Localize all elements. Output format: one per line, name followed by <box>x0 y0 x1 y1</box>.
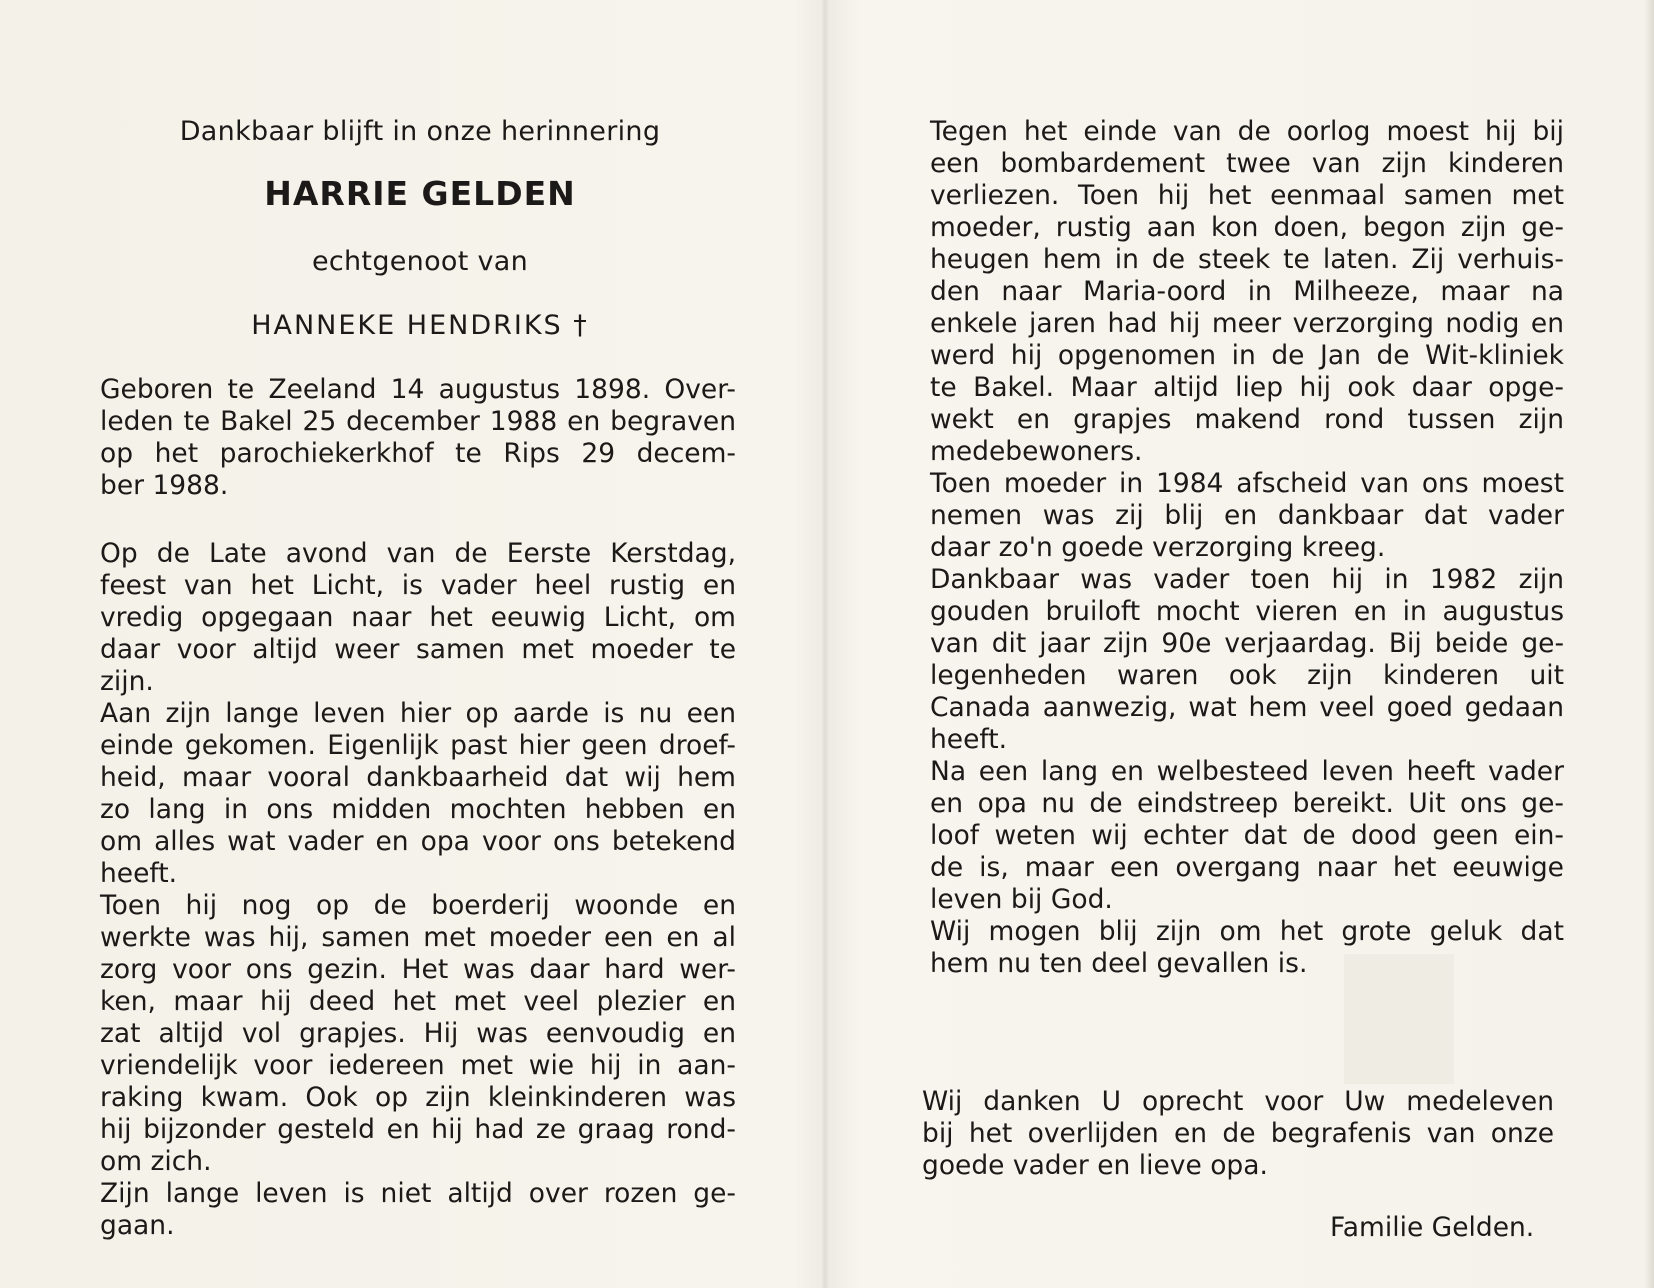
thanks-paragraph <box>922 1086 1554 1182</box>
text-line: bij het overlijden en de begrafenis van onze <box>922 1118 1554 1149</box>
text-line: Aan zijn lange leven hier op aarde is nu een <box>100 698 736 729</box>
text-line: Dankbaar was vader toen hij in 1982 zijn <box>930 564 1564 595</box>
text-line: loof weten wij echter dat de dood geen ein- <box>930 820 1564 851</box>
text-line: gouden bruiloft mocht vieren en in augustus <box>930 596 1564 627</box>
text-line: Toen moeder in 1984 afscheid van ons moest <box>930 468 1564 499</box>
text-line: goede vader en lieve opa. <box>922 1150 1268 1181</box>
text-line: daar zo'n goede verzorging kreeg. <box>930 532 1386 563</box>
text-line: de is, maar een overgang naar het eeuwige <box>930 852 1564 883</box>
text-line: en opa nu de eindstreep bereikt. Uit ons ge- <box>930 788 1564 819</box>
body-paragraph-3 <box>100 890 736 1178</box>
text-line: leven bij God. <box>930 884 1113 915</box>
text-line: heeft. <box>930 724 1008 755</box>
text-line: enkele jaren had hij meer verzorging nodig en <box>930 308 1564 339</box>
text-line: Wij danken U oprecht voor Uw medeleven <box>922 1086 1554 1117</box>
right-paragraph-1 <box>930 116 1564 468</box>
text-line: den naar Maria-oord in Milheeze, maar na <box>930 276 1564 307</box>
text-line: zat altijd vol grapjes. Hij was eenvoudig en <box>100 1018 736 1049</box>
text-line: zo lang in ons midden mochten hebben en <box>100 794 736 825</box>
text-line: werkte was hij, samen met moeder een en al <box>100 922 736 953</box>
text-line: medebewoners. <box>930 436 1143 467</box>
text-line: vredig opgegaan naar het eeuwig Licht, om <box>100 602 736 633</box>
body-paragraph-2 <box>100 698 736 890</box>
deceased-name: HARRIE GELDEN <box>264 174 576 213</box>
text-line: op het parochiekerkhof te Rips 29 decem- <box>100 438 736 469</box>
text-line: hij bijzonder gesteld en hij had ze graag rond- <box>100 1114 736 1145</box>
birth-paragraph <box>100 374 736 502</box>
text-line: om zich. <box>100 1146 212 1177</box>
text-line: om alles wat vader en opa voor ons betekend <box>100 826 736 857</box>
text-line: einde gekomen. Eigenlijk past hier geen droef- <box>100 730 736 761</box>
text-line: een bombardement twee van zijn kinderen <box>930 148 1564 179</box>
text-line: legenheden waren ook zijn kinderen uit <box>930 660 1564 691</box>
text-line: leden te Bakel 25 december 1988 en begraven <box>100 406 736 437</box>
text-line: zijn. <box>100 666 154 697</box>
spouse-intro: echtgenoot van <box>311 246 529 277</box>
text-line: raking kwam. Ook op zijn kleinkinderen was <box>100 1082 736 1113</box>
text-line: vriendelijk voor iedereen met wie hij in aan- <box>100 1050 736 1081</box>
text-line: ken, maar hij deed het met veel plezier en <box>100 986 736 1017</box>
text-line: moeder, rustig aan kon doen, begon zijn ge- <box>930 212 1564 243</box>
text-line: Op de Late avond van de Eerste Kerstdag, <box>100 538 736 569</box>
text-line: wekt en grapjes makend rond tussen zijn <box>930 404 1564 435</box>
family-signature: Familie Gelden. <box>1330 1212 1535 1243</box>
text-line: Tegen het einde van de oorlog moest hij bij <box>930 116 1564 147</box>
text-line: feest van het Licht, is vader heel rustig en <box>100 570 736 601</box>
text-line: Wij mogen blij zijn om het grote geluk dat <box>930 916 1564 947</box>
text-line: heid, maar vooral dankbaarheid dat wij hem <box>100 762 736 793</box>
right-paragraph-3 <box>930 564 1564 756</box>
text-line: daar voor altijd weer samen met moeder te <box>100 634 736 665</box>
intro-line: Dankbaar blijft in onze herinnering <box>179 116 661 147</box>
spouse-name: HANNEKE HENDRIKS † <box>251 310 589 341</box>
text-line: Na een lang en welbesteed leven heeft vader <box>930 756 1564 787</box>
text-line: verliezen. Toen hij het eenmaal samen met <box>930 180 1564 211</box>
right-paragraph-5 <box>930 916 1564 980</box>
right-paragraph-2 <box>930 468 1564 564</box>
body-paragraph-4 <box>100 1178 736 1242</box>
text-line: van dit jaar zijn 90e verjaardag. Bij beide ge- <box>930 628 1564 659</box>
text-line: nemen was zij blij en dankbaar dat vader <box>930 500 1564 531</box>
text-line: Toen hij nog op de boerderij woonde en <box>100 890 736 921</box>
text-line: heeft. <box>100 858 178 889</box>
text-line: hem nu ten deel gevallen is. <box>930 948 1308 979</box>
text-line: heugen hem in de steek te laten. Zij verhuis- <box>930 244 1564 275</box>
text-line: Geboren te Zeeland 14 augustus 1898. Over- <box>100 374 736 405</box>
text-line: ber 1988. <box>100 470 229 501</box>
text-line: Zijn lange leven is niet altijd over rozen ge- <box>100 1178 736 1209</box>
right-paragraph-4 <box>930 756 1564 916</box>
text-line: te Bakel. Maar altijd liep hij ook daar opge- <box>930 372 1564 403</box>
text-line: werd hij opgenomen in de Jan de Wit-kliniek <box>930 340 1564 371</box>
body-paragraph-1 <box>100 538 736 698</box>
text-line: Canada aanwezig, wat hem veel goed gedaan <box>930 692 1564 723</box>
text-line: zorg voor ons gezin. Het was daar hard wer- <box>100 954 736 985</box>
text-line: gaan. <box>100 1210 175 1241</box>
